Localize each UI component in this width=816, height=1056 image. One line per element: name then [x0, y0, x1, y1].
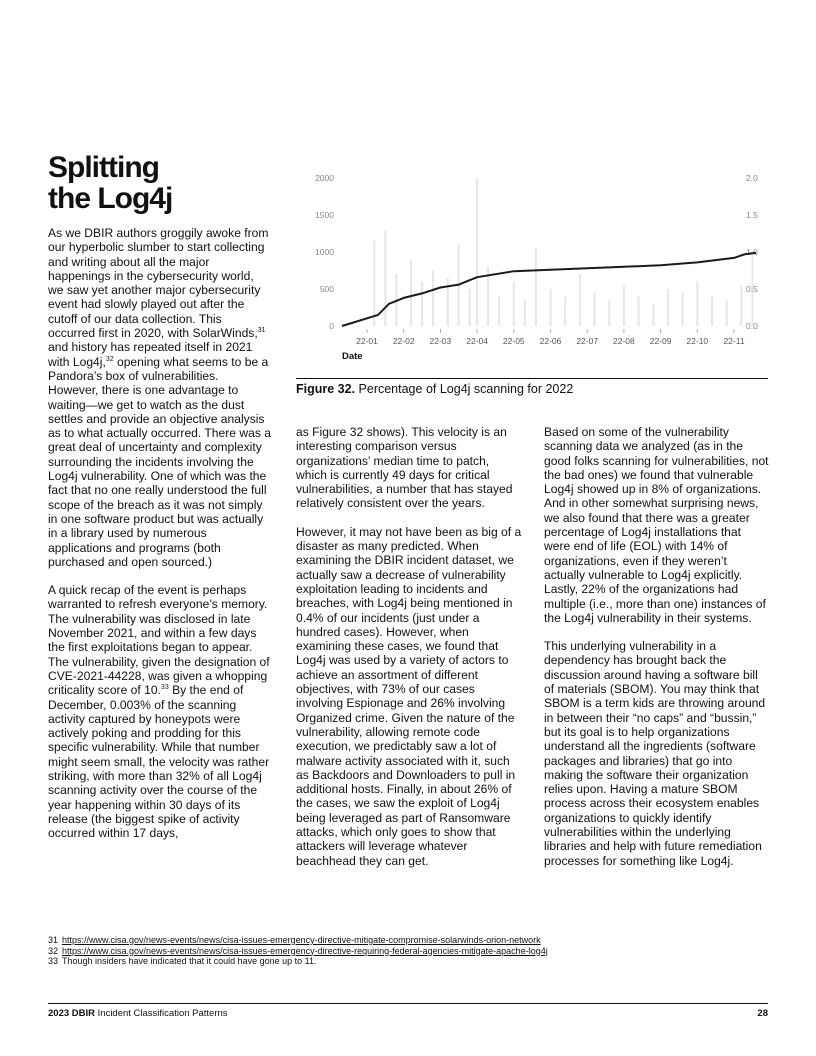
figure-label: Figure 32. — [296, 382, 356, 396]
x-axis-tick: 22-10 — [686, 336, 709, 346]
cumulative-line — [342, 253, 756, 326]
right-axis-tick: 2.0 — [746, 173, 758, 183]
footnote — [48, 956, 748, 967]
page-number: 28 — [757, 1008, 768, 1019]
paragraph: A quick recap of the event is perhaps warranted to refresh everyone’s memory. The vulnerability was disclosed in late November 2021, and within a few days the first exploitations began to appear. The vulnerability, given the designation of CVE-2021-44228, was given a whopping criticality score of 10.33 By the end of December, 0.003% of the scanning activity captured by honeypots were actively poking and prodding for this specific vulnerability. While that number might seem small, the velocity was rather striking, with more than 32% of all Log4j scanning activity over the course of the year happening within 30 days of its release (the biggest spike of activity occurred within 17 days, — [48, 583, 270, 841]
left-axis-tick: 2000 — [315, 173, 334, 183]
x-axis-tick: 22-04 — [466, 336, 488, 346]
x-axis-tick: 22-11 — [723, 336, 745, 346]
chart-bar — [608, 300, 610, 326]
footnote-number: 32 — [48, 945, 59, 956]
footnote-ref[interactable]: 31 — [257, 327, 266, 335]
right-axis-tick: 0.5 — [746, 284, 758, 294]
footer-divider — [48, 1003, 768, 1004]
chart-bar — [696, 282, 698, 326]
left-axis-tick: 0 — [329, 321, 334, 331]
title-line-1: Splitting — [48, 151, 159, 184]
paragraph: This underlying vulnerability in a dependency has brought back the discussion around having a software bill of materials (SBOM). You may think that SBOM is a term kids are throwing around in between their “no caps” and “bussin,” but its goal is to help organizations understand all the ingredients (software packages and libraries) that go into making the software their organization relies upon. Having a mature SBOM process across their ecosystem enables organizations to quickly identify vulnerabilities within the underlying libraries and help with future remediation processes for something like Log4j. — [544, 639, 766, 868]
left-column — [48, 226, 272, 854]
chart-bar — [373, 241, 375, 326]
x-axis-tick: 22-07 — [576, 336, 599, 346]
chart-bar — [447, 278, 449, 326]
chart-bar — [711, 296, 713, 326]
x-axis-label: Date — [342, 351, 363, 362]
x-axis-tick: 22-06 — [539, 336, 562, 346]
chart-bar — [410, 259, 412, 326]
right-column — [544, 425, 770, 882]
chart-bar — [579, 274, 581, 326]
chart-bar — [513, 282, 515, 326]
x-axis-tick: 22-02 — [392, 336, 415, 346]
chart-bar — [524, 300, 526, 326]
paragraph: Based on some of the vulnerability scanning data we analyzed (as in the good folks scanning for vulnerabilities, not the bad ones) we found that vulnerable Log4j showed up in 8% of organizations. And in other somewhat surprising news, we also found that there was a greater percentage of Log4j installations that were end of life (EOL) with 14% of organizations, even if they weren’t actually vulnerable to Log4j explicitly. Lastly, 22% of the organizations had multiple (i.e., more than one) instances of the Log4j vulnerability in their systems. — [544, 425, 769, 625]
log4j-scanning-chart — [296, 165, 768, 375]
footnote-number: 31 — [48, 935, 59, 945]
x-axis-tick: 22-03 — [429, 336, 452, 346]
x-axis-tick: 22-09 — [649, 336, 672, 346]
footnote-link[interactable]: https://www.cisa.gov/news-events/news/cisa-issues-emergency-directive-mitigate-compromise-solarwinds-orion-network — [62, 935, 541, 945]
chart-bar — [384, 230, 386, 326]
chart-bar — [623, 285, 625, 326]
left-axis-tick: 1000 — [315, 247, 334, 257]
chart-bar — [421, 282, 423, 326]
section-title — [48, 152, 172, 214]
right-axis-tick: 1.0 — [746, 247, 758, 257]
footnotes — [48, 935, 748, 967]
chart-bar — [476, 178, 478, 326]
footer-report: 2023 DBIR Incident Classification Patterns — [48, 1008, 228, 1019]
chart-bar — [740, 285, 742, 326]
x-axis-tick: 22-01 — [356, 336, 378, 346]
footnote-text: Though insiders have indicated that it could have gone up to 11. — [62, 956, 317, 966]
page-footer — [48, 1008, 768, 1019]
chart-bar — [667, 289, 669, 326]
x-axis-tick: 22-08 — [613, 336, 635, 346]
chart-bar — [594, 293, 596, 326]
figure-caption — [296, 382, 573, 396]
left-axis-tick: 500 — [319, 284, 334, 294]
middle-column — [296, 425, 522, 882]
footnote-link[interactable]: https://www.cisa.gov/news-events/news/cisa-issues-emergency-directive-requiring-federal-agencies-mitigate-apache-log4j — [62, 945, 548, 956]
paragraph: as Figure 32 shows). This velocity is an interesting comparison versus organizations’ median time to patch, which is currently 49 days for critical vulnerabilities, a number that has stayed relatively consistent over the years. — [296, 425, 513, 511]
chart-bar — [682, 293, 684, 326]
chart-bar — [432, 271, 434, 327]
paragraph: As we DBIR authors groggily awoke from our hyperbolic slumber to start collecting and writing about all the major happenings in the cybersecurity world, we saw yet another major cybersecurity event had slowly played out after the cutoff of our data collection. This occurred first in 2020, with SolarWinds,$^{31}$ and history has repeated itself in 2021 with Log4j,$^{32}$ opening what seems to be a Pandora’s box of vulnerabilities. However, there is one advantage to waiting—we get to watch as the dust settles and provide an objective analysis as to what actually occurred. There was a great deal of uncertainty and complexity surrounding the incidents involving the Log4j vulnerability. One of which was the fact that no one really understood the full scope of the breach as it was not simply in one software product but was actually in a library used by numerous applications and programs (both purchased and open sourced.) — [48, 226, 271, 569]
chart-bar — [469, 289, 471, 326]
right-axis-tick: 1.5 — [746, 210, 758, 220]
chart-bar — [726, 300, 728, 326]
figure-caption-text: Percentage of Log4j scanning for 2022 — [358, 382, 574, 396]
chart-bar — [652, 304, 654, 326]
chart-bar — [550, 289, 552, 326]
paragraph: However, it may not have been as big of a disaster as many predicted. When examining the DBIR incident dataset, we actually saw a decrease of vulnerability exploitation leading to incidents and breaches, with Log4j being mentioned in 0.4% of our incidents (just under a hundred cases). However, when examining these cases, we found that Log4j was used by a variety of actors to achieve an assortment of different objectives, with 73% of our cases involving Espionage and 26% involving Organized crime. Given the nature of the vulnerability, allowing remote code execution, we predictably saw a lot of malware activity associated with it, such as Backdoors and Downloaders to pull in additional hosts. Finally, in about 26% of the cases, we saw the exploit of Log4j being leveraged as part of Ransomware attacks, which only goes to show that attackers will leverage whatever beachhead they can get. — [296, 524, 522, 868]
chart-bar — [498, 296, 500, 326]
footnote — [48, 935, 748, 946]
title-line-2: the Log4j — [48, 182, 173, 215]
chart-bar — [638, 296, 640, 326]
footnote-ref[interactable]: 32 — [105, 355, 114, 363]
left-axis-tick: 1500 — [315, 210, 334, 220]
footnote-ref[interactable]: 33 — [160, 684, 169, 692]
footnote-number: 33 — [48, 956, 59, 966]
footnote — [48, 946, 748, 957]
figure-divider — [296, 378, 768, 379]
right-axis-tick: 0.0 — [746, 321, 758, 331]
chart-bar — [535, 248, 537, 326]
chart-bar — [564, 296, 566, 326]
x-axis-tick: 22-05 — [502, 336, 525, 346]
